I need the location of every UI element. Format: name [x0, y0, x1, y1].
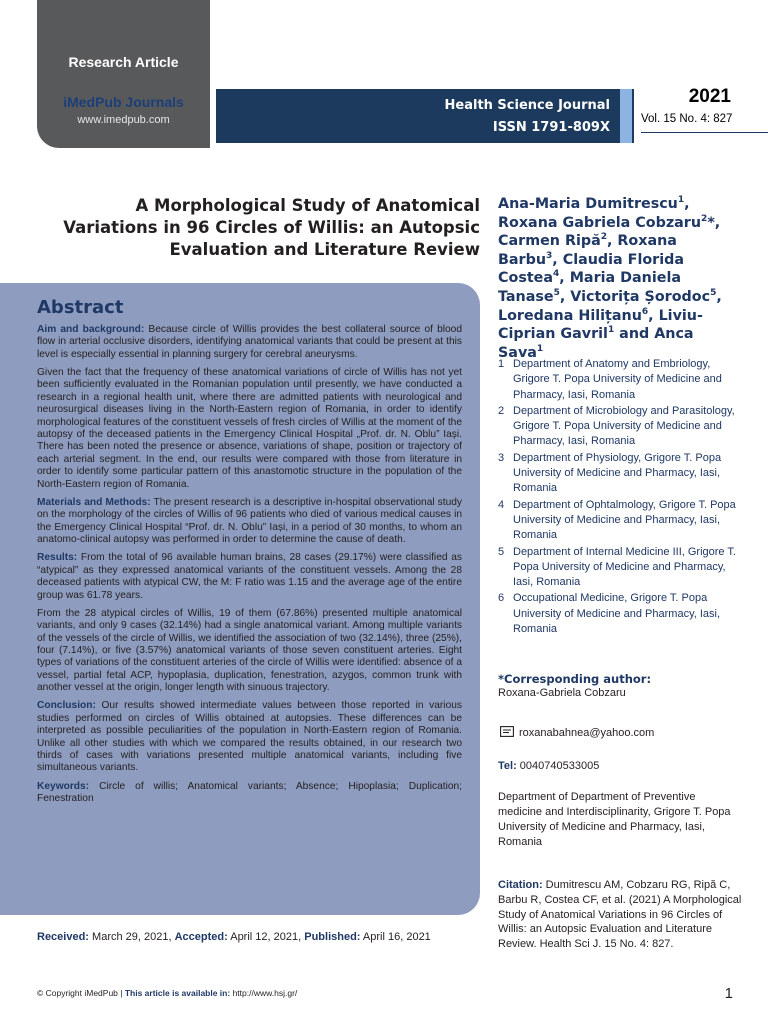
author-affiliation-mark: 3: [546, 251, 553, 262]
citation-text: Dumitrescu AM, Cobzaru RG, Ripă C, Barbu R, Costea CF, et al. (2021) A Morphological Study of Anatomical Variations in 96 Circles of Willis: an Autopsic Evaluation and Literature Review. Health Sci J. 15 No. 4: 827.: [498, 879, 742, 951]
results-label: Results:: [37, 552, 78, 564]
article-title: A Morphological Study of Anatomical Variations in 96 Circles of Willis: an Autopsic Evaluation and Literature Review: [63, 196, 480, 259]
results-text: From the total of 96 available human brains, 28 cases (29.17%) were classified as “atypical” as they expressed anatomical variants of the constituent vessels. Among the 28 deceased patients with atypical CW, the M: F ratio was 1.15 and the average age of the entire group was 61.78 years.: [37, 552, 462, 601]
affiliation-number: 2: [498, 404, 505, 417]
author-name: Victorița Șorodoc: [570, 288, 711, 305]
author-name: Claudia Florida Costea: [498, 251, 685, 287]
abstract-para2: Given the fact that the frequency of these anatomical variations of circle of Willis has not yet been sufficiently evaluated in the Romanian population until presently, we have conducted a research in a regional health unit, where there are admitted patients with neurological and neurosurgical diseases living in the North-Eastern region of Romania, in order to identify morphological features of the constituent vessels of fresh circles of Willis at the moment of the autopsy of the deceased patients in the Emergency Clinical Hospital „Prof. dr. N. Oblu” Iași. There has been noted the presence or absence, variations of shape, position or trajectory of each arterial segment. In the end, our results were compared with those from literature in order to identify some particular pattern of this anastomotic structure in the population of the North-Eastern region of Romania.: [37, 367, 462, 490]
email-link[interactable]: roxanabahnea@yahoo.com: [519, 726, 655, 739]
affiliation-item: [498, 591, 738, 637]
affiliation-number: 5: [498, 545, 505, 558]
published-date: April 16, 2021: [360, 931, 431, 943]
author-separator: and: [614, 326, 655, 343]
methods-text: The present research is a descriptive in-hospital observational study on the morphology of the circles of Willis of 96 patients who died of various medical causes in the Emergency Clinical Hospital “Prof. dr. N. Oblu” Iași, in a period of 30 months, to whom an anatomo-clinical autopsy was performed in order to determine the cause of death.: [37, 496, 462, 546]
accepted-label: Accepted:: [174, 931, 228, 943]
author-affiliation-mark: 1: [607, 325, 615, 336]
tel-number: 0040740533005: [516, 760, 600, 772]
author-affiliation-mark: 5: [710, 288, 717, 299]
author-separator: *,: [707, 214, 721, 231]
journal-name: Health Science Journal: [444, 98, 610, 113]
email-row: [500, 726, 654, 740]
affiliation-text: Occupational Medicine, Grigore T. Popa University of Medicine and Pharmacy, Iasi, Romania: [513, 592, 721, 636]
received-label: Received:: [37, 931, 89, 943]
article-type: Research Article: [68, 54, 179, 70]
aim-label: Aim and background:: [37, 324, 145, 335]
affiliation-list: [498, 357, 738, 638]
author-name: Loredana Hilițanu: [498, 307, 642, 324]
affiliation-number: 1: [498, 358, 505, 370]
abstract-conclusion: [37, 700, 462, 774]
affiliation-text: Department of Ophtalmology, Grigore T. Popa University of Medicine and Pharmacy, Iasi, Romania: [513, 498, 736, 542]
volume-info: Vol. 15 No. 4: 827: [641, 113, 733, 125]
author-name: Carmen Ripă: [498, 233, 601, 250]
author-name: Liviu-Ciprian Gavril: [498, 307, 703, 343]
page-number: 1: [724, 985, 733, 1002]
volume-divider: [641, 132, 768, 133]
publication-year: 2021: [688, 86, 731, 107]
author-affiliation-mark: 1: [536, 343, 544, 354]
abstract-para5: From the 28 atypical circles of Willis, 19 of them (67.86%) presented multiple anatomical variants, and only 9 cases (32.14%) had a single anatomical variant. Among multiple variants of the vessels of the circle of Willis, we identified the association of two (32.14%), three (25%), four (7.14%), or five (3.57%) anatomical variants of those seven constituent arteries. Eight types of variations of the constituent arteries of the circle of Willis were identified: absence of a vessel, partial fetal ACP, hypoplasia, duplication, fenestration, azygos, common trunk with another vessel at the origin, longer length with sinuous trajectory.: [37, 607, 462, 694]
abstract-body: [37, 324, 462, 811]
accepted-date: April 12, 2021,: [227, 931, 305, 943]
aim-text: Because circle of Willis provides the best collateral source of blood flow in arterial occlusive disorders, identifying anatomical variants that could be present at this level is especially essential in planning surgery for cerebral aneurysms.: [37, 324, 462, 360]
keywords-text: Circle of willis; Anatomical variants; Absence; Hipoplasia; Duplication; Fenestration: [37, 780, 462, 804]
affiliation-item: [498, 451, 738, 497]
received-date: March 29, 2021,: [88, 931, 175, 943]
author-separator: ,: [559, 288, 571, 305]
author-affiliation-mark: 2: [701, 213, 708, 224]
copyright-text: © Copyright iMedPub |: [37, 988, 125, 998]
conclusion-text: Our results showed intermediate values between those reported in various studies performed on circles of Willis obtained at autopsies. These differences can be interpreted as possible peculiarities of the population in North-Eastern region of Romania. Unlike all other studies with which we compared the results obtained, in our research two thirds of cases with variations presented multiple anatomical variants, including five simultaneous variants.: [37, 700, 462, 774]
methods-label: Materials and Methods:: [37, 496, 151, 508]
telephone: [498, 760, 599, 772]
affiliation-text: Department of Anatomy and Embriology, Grigore T. Popa University of Medicine and Pharmacy, Iasi, Romania: [513, 358, 722, 401]
author-affiliation-mark: 6: [641, 306, 649, 317]
corresponding-label: *Corresponding author:: [498, 672, 652, 686]
author-separator: ,: [684, 196, 690, 212]
author-name: Maria Daniela Tanase: [498, 270, 681, 305]
abstract-heading: Abstract: [37, 297, 124, 318]
affiliation-text: Department of Physiology, Grigore T. Popa University of Medicine and Pharmacy, Iasi, Romania: [513, 451, 722, 495]
author-separator: ,: [648, 307, 659, 324]
journal-issn: ISSN 1791-809X: [492, 120, 610, 135]
envelope-icon: [500, 726, 514, 740]
keywords-label: Keywords:: [37, 780, 90, 792]
journal-banner: [216, 89, 634, 143]
banner-accent: [620, 89, 632, 143]
publisher-tab: [37, 0, 210, 148]
availability-label: This article is available in:: [124, 988, 233, 998]
author-name: Anca Sava: [498, 326, 694, 361]
affiliation-number: 6: [498, 592, 505, 605]
abstract-methods: [37, 497, 462, 547]
page-footer: [37, 988, 297, 998]
author-separator: ,: [607, 233, 618, 250]
affiliation-item: [498, 545, 738, 591]
corresponding-name: Roxana-Gabriela Cobzaru: [498, 687, 626, 699]
affiliation-item: [498, 404, 738, 450]
author-affiliation-mark: 4: [553, 269, 560, 280]
author-affiliation-mark: 5: [553, 288, 560, 299]
publisher-url[interactable]: www.imedpub.com: [77, 114, 170, 126]
author-separator: ,: [552, 251, 563, 268]
author-name: Ana-Maria Dumitrescu: [498, 196, 678, 212]
tel-label: Tel:: [498, 760, 517, 772]
author-list: [498, 195, 738, 362]
corresponding-department: Department of Department of Preventive medicine and Interdisciplinarity, Grigore T. Popa University of Medicine and Pharmacy, Iasi, Romania: [498, 791, 731, 848]
author-separator: ,: [716, 288, 722, 305]
published-label: Published:: [304, 931, 361, 943]
author-affiliation-mark: 1: [677, 195, 685, 206]
author-affiliation-mark: 2: [600, 232, 607, 243]
citation-label: Citation:: [498, 879, 543, 891]
affiliation-text: Department of Microbiology and Parasitology, Grigore T. Popa University of Medicine and Pharmacy, Iasi, Romania: [513, 404, 735, 448]
affiliation-text: Department of Internal Medicine III, Grigore T. Popa University of Medicine and Pharmacy, Iasi, Romania: [513, 545, 736, 589]
affiliation-number: 4: [498, 498, 505, 511]
citation-block: [498, 878, 743, 952]
abstract-keywords: [37, 781, 462, 806]
author-separator: ,: [559, 270, 570, 287]
author-name: Roxana Barbu: [498, 233, 677, 268]
article-dates: [37, 931, 431, 943]
affiliation-item: [498, 357, 738, 403]
conclusion-label: Conclusion:: [37, 700, 96, 712]
publisher-brand: iMedPub Journals: [63, 94, 184, 110]
affiliation-number: 3: [498, 451, 505, 464]
abstract-aim: [37, 324, 462, 361]
affiliation-item: [498, 498, 738, 544]
journal-site-link[interactable]: http://www.hsj.gr/: [232, 988, 298, 998]
abstract-results: [37, 552, 462, 602]
author-name: Roxana Gabriela Cobzaru: [498, 214, 702, 231]
